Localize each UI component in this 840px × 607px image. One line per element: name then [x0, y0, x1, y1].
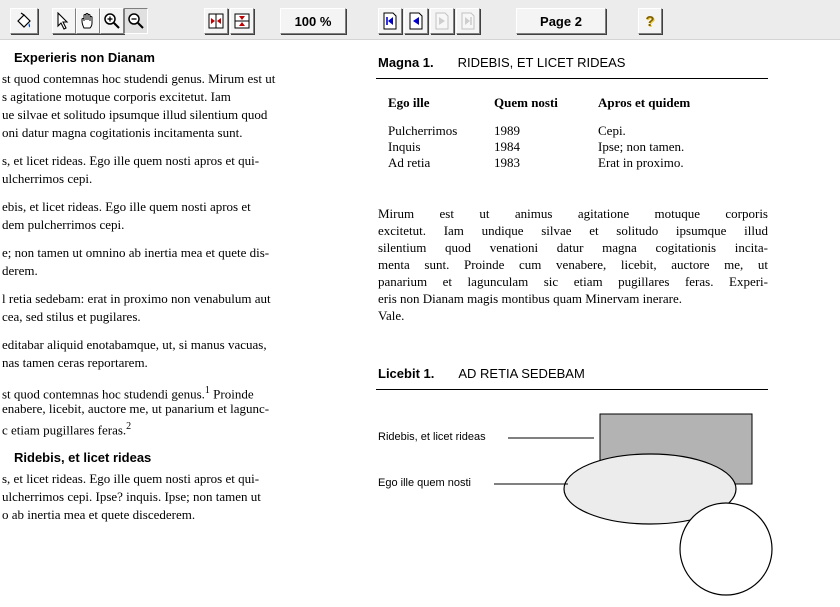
table-header: Ego ille: [388, 95, 430, 110]
last-page-button[interactable]: [456, 8, 480, 34]
text-line: enabere, licebit, auctore me, ut panarium et lagunc-: [2, 401, 270, 416]
zoom-level-button[interactable]: [280, 8, 346, 34]
table-cell: Ad retia: [388, 155, 431, 170]
select-tool-button[interactable]: [52, 8, 76, 34]
table-cell: 1984: [494, 139, 520, 154]
zoom-level-label: 100 %: [294, 13, 332, 29]
text-line: eris non Dianam magis montibus quam Minervam inerare.: [378, 291, 682, 306]
last-page-icon: [460, 12, 476, 30]
text-line: ulcherrimos cepi.: [2, 171, 93, 186]
body-paragraph: [378, 205, 768, 324]
text-line: o ab inertia mea et quete discederem.: [2, 507, 196, 522]
help-icon: ?: [645, 12, 655, 30]
footnote-ref[interactable]: 1: [204, 385, 210, 396]
next-page-button[interactable]: [430, 8, 454, 34]
text-line: dem pulcherrimos cepi.: [2, 217, 125, 232]
zoom-out-icon: [127, 12, 145, 30]
text-line: editabar aliquid enotabamque, ut, si manus vacuas,: [2, 337, 267, 352]
figure-caption-rule: [376, 389, 768, 390]
text-line: Mirum est ut animus agitatione motuque corporis: [378, 206, 768, 221]
text-fragment: c etiam pugillares feras.: [2, 422, 127, 438]
next-page-icon: [434, 12, 450, 30]
text-line: l retia sedebam: erat in proximo non venabulum aut: [2, 291, 271, 306]
figure-caption: [378, 366, 585, 381]
text-line: derem.: [2, 263, 38, 278]
text-line: oni datur magna cogitationis incitamenta sunt.: [2, 125, 243, 140]
first-page-icon: [382, 12, 398, 30]
paint-bucket-icon: [15, 12, 33, 30]
previous-page-icon: [408, 12, 424, 30]
fit-width-icon: [208, 13, 224, 29]
table-cell: Erat in proximo.: [598, 155, 684, 170]
text-line: ebis, et licet rideas. Ego ille quem nosti apros et: [2, 199, 251, 214]
page-indicator-label: Page 2: [540, 13, 582, 29]
table-caption: [378, 55, 625, 70]
text-line: s, et licet rideas. Ego ille quem nosti apros et qui-: [2, 471, 260, 486]
previous-page-button[interactable]: [404, 8, 428, 34]
left-page: [0, 40, 360, 607]
fit-width-button[interactable]: [204, 8, 228, 34]
figure-caption-title: AD RETIA SEDEBAM: [458, 366, 585, 381]
zoom-in-button[interactable]: [100, 8, 124, 34]
help-button[interactable]: [638, 8, 662, 34]
text-line: s, et licet rideas. Ego ille quem nosti apros et qui-: [2, 153, 260, 168]
fit-height-icon: [234, 13, 250, 29]
toolbar: [0, 0, 840, 40]
table-header: Apros et quidem: [598, 95, 691, 110]
cursor-icon: [56, 12, 72, 30]
table-cell: Pulcherrimos: [388, 123, 458, 138]
text-line: silentium quod venationi datur magna cogitationis incita-: [378, 240, 768, 255]
text-line: ulcherrimos cepi. Ipse? inquis. Ipse; non tamen ut: [2, 489, 261, 504]
text-line: e; non tamen ut omnino ab inertia mea et quete dis-: [2, 245, 270, 260]
text-line: st quod contemnas hoc studendi genus. Mirum est ut: [2, 71, 276, 86]
text-line: panarium et lagunculam sic etiam pugillares feras. Experi-: [378, 274, 768, 289]
table-cell: 1983: [494, 155, 520, 170]
table-cell: Cepi.: [598, 123, 626, 138]
hand-tool-button[interactable]: [76, 8, 100, 34]
figure-label: Ridebis, et licet rideas: [378, 431, 486, 443]
figure-caption-label: Licebit 1.: [378, 366, 435, 381]
text-line: ue silvae et solitudo ipsumque illud silentium quod: [2, 107, 268, 122]
table-cell: Inquis: [388, 139, 421, 154]
section-heading: Experieris non Dianam: [14, 50, 155, 65]
table-cell: 1989: [494, 123, 520, 138]
first-page-button[interactable]: [378, 8, 402, 34]
table-header: Quem nosti: [494, 95, 558, 110]
text-line: Vale.: [378, 308, 405, 323]
footnote-ref[interactable]: 2: [126, 421, 132, 432]
figure-label: Ego ille quem nosti: [378, 477, 471, 489]
section-heading: Ridebis, et licet rideas: [14, 450, 152, 465]
text-line: [2, 418, 131, 438]
text-line: nas tamen ceras reportarem.: [2, 355, 148, 370]
page-indicator-button[interactable]: [516, 8, 606, 34]
text-fragment: st quod contemnas hoc studendi genus.: [2, 386, 205, 402]
text-line: cea, sed stilus et pugilares.: [2, 309, 141, 324]
caption-rule: [376, 78, 768, 79]
fit-height-button[interactable]: [230, 8, 254, 34]
table-cell: Ipse; non tamen.: [598, 139, 685, 154]
text-line: excitetut. Iam undique silvae et solitudo ipsumque illud: [378, 223, 768, 238]
zoom-out-button[interactable]: [124, 8, 148, 34]
circle-shape: [680, 503, 772, 595]
hand-icon: [79, 12, 97, 30]
table-caption-label: Magna 1.: [378, 55, 434, 70]
zoom-in-icon: [103, 12, 121, 30]
paint-tool-button[interactable]: [10, 8, 38, 34]
right-page: [370, 40, 840, 607]
text-line: s agitatione motuque corporis excitetut. Iam: [2, 89, 231, 104]
text-fragment: Proinde: [209, 386, 254, 402]
text-line: menta sunt. Proinde cum venabere, licebit, auctore me, ut: [378, 257, 768, 272]
table-caption-title: RIDEBIS, ET LICET RIDEAS: [457, 55, 626, 70]
